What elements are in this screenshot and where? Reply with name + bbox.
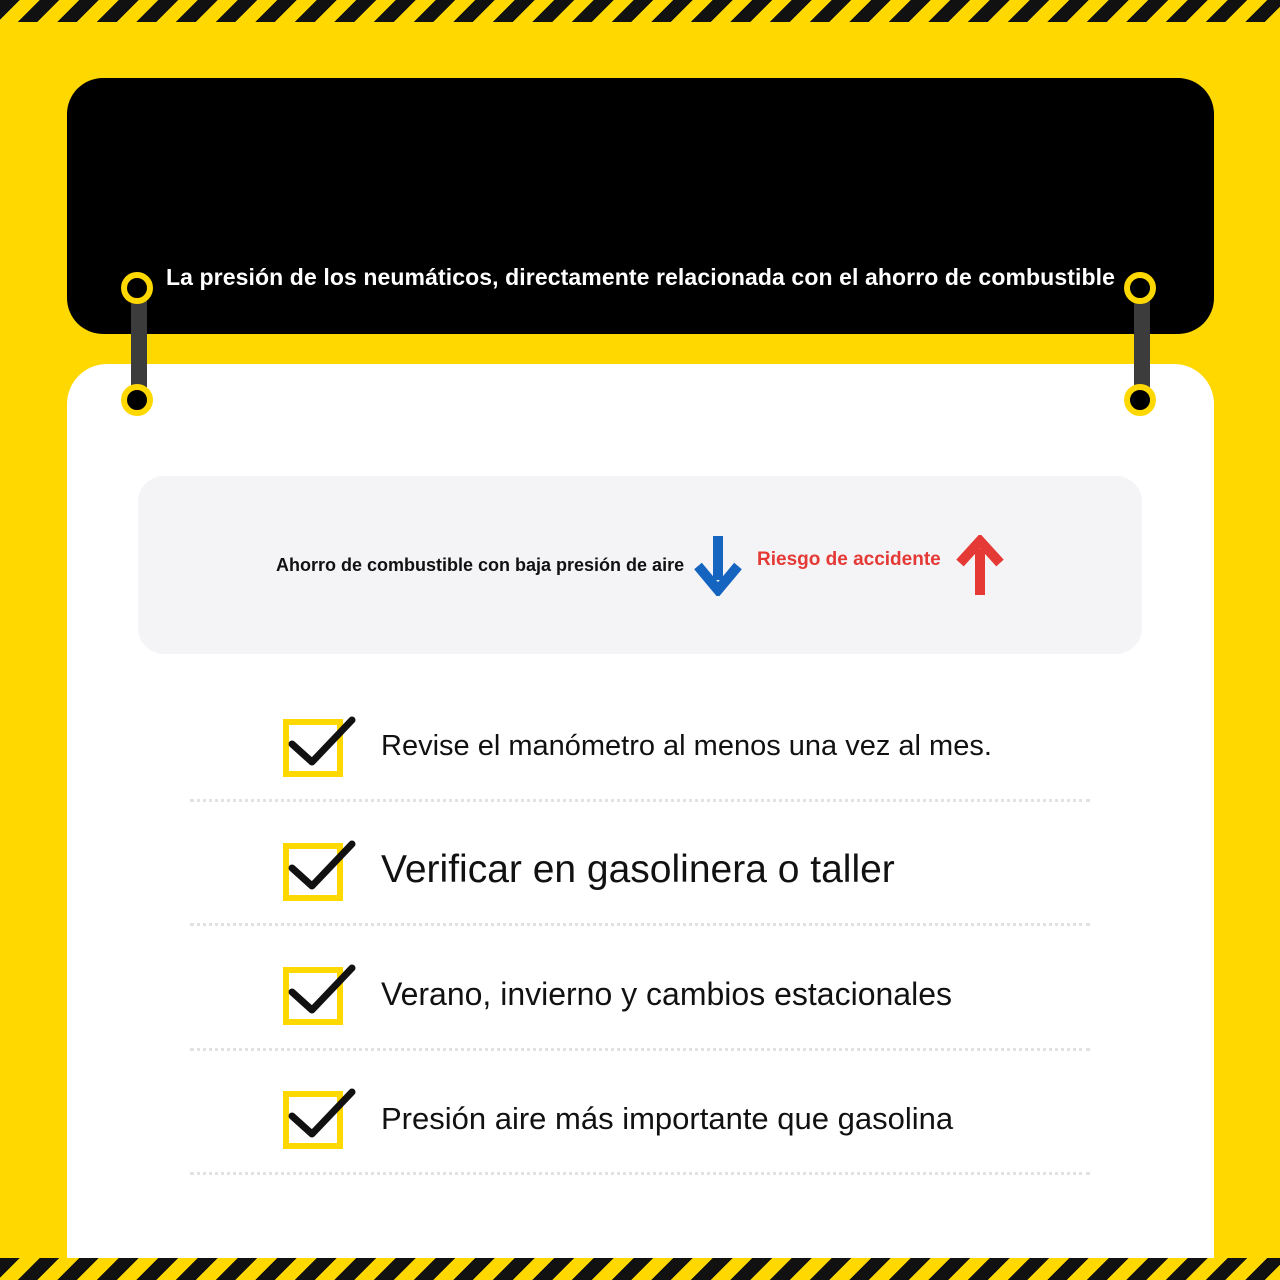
checkbox-checked-icon [280,1088,358,1152]
divider [190,923,1090,926]
list-item-text: Verano, invierno y cambios estacionales [381,976,952,1012]
checkbox-checked-icon [280,716,358,780]
accident-risk-label: Riesgo de accidente [757,549,941,570]
checkbox-checked-icon [280,964,358,1028]
list-item-text: Presión aire más importante que gasolina [381,1101,954,1136]
list-item [0,964,1280,1088]
header-board [67,78,1214,334]
fuel-saving-label: Ahorro de combustible con baja presión de aire [276,555,685,575]
list-item [0,716,1280,840]
list-item-text: Verificar en gasolinera o taller [381,848,895,891]
divider [190,1172,1090,1175]
divider [190,1048,1090,1051]
list-item-text: Revise el manómetro al menos una vez al mes. [381,730,992,762]
page-title: La presión de los neumáticos, directamente relacionada con el ahorro de combustible [166,264,1115,290]
ring-icon [1124,384,1156,416]
divider [190,799,1090,802]
arrow-up-icon [956,535,1004,597]
hazard-stripe-bottom [0,1258,1280,1280]
ring-icon [1124,272,1156,304]
checkbox-checked-icon [280,840,358,904]
list-item [0,1088,1280,1212]
hazard-stripe-top [0,0,1280,22]
list-item [0,840,1280,964]
arrow-down-icon [694,534,742,596]
ring-icon [121,384,153,416]
ring-icon [121,272,153,304]
